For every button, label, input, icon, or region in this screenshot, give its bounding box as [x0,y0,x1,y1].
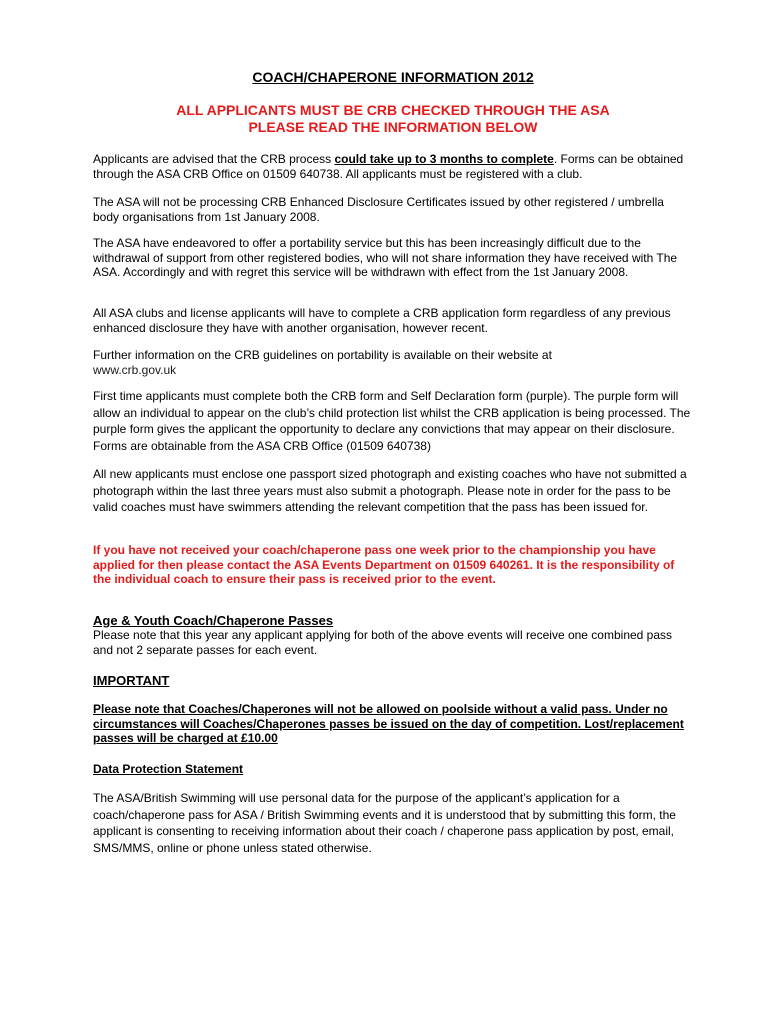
age-youth-paragraph: Please note that this year any applicant applying for both of the above events will receive one combined pass and not 2 separate passes for each event. [93,628,673,657]
portability-paragraph: The ASA have endeavored to offer a portability service but this has been increasingly difficult due to the withdrawal of support from other registered bodies, who will not share information they have received with The ASA. Accordingly and with regret this service will be withdrawn with effect from the 1st January 2008. [93,236,678,279]
crb-website-link[interactable]: www.crb.gov.uk [93,362,177,377]
important-heading: IMPORTANT [93,673,170,688]
crb-warning [93,102,693,136]
crb-application-paragraph: All ASA clubs and license applicants will have to complete a CRB application form regardless of any previous enhanced disclosure they have with another organisation, however recent. [93,306,671,335]
crb-guidelines-text: Further information on the CRB guidelines on portability is available on their website at [93,348,552,362]
photograph-paragraph: All new applicants must enclose one passport sized photograph and existing coaches who have not submitted a photograph within the last three years must also submit a photograph. Please note in order for the pass to be valid coaches must have swimmers attending the relevant competition that the pass has been issued for. [93,467,687,514]
crb-process-text-end: . Forms can be obtained through the ASA CRB Office on 01509 640738. All applicants must be registered with a club. [93,152,684,181]
crb-warning-line-1: ALL APPLICANTS MUST BE CRB CHECKED THROUGH THE ASA [176,102,610,118]
important-notice: Please note that Coaches/Chaperones will not be allowed on poolside without a valid pass. Under no circumstances will Coaches/Chaperones passes be issued on the day of competition. Lost/replacement passes will be charged at £10.00 [93,702,684,745]
crb-process-emphasis: could take up to 3 months to complete [334,152,554,166]
age-youth-heading: Age & Youth Coach/Chaperone Passes [93,613,334,628]
data-protection-heading: Data Protection Statement [93,762,244,776]
document-title: COACH/CHAPERONE INFORMATION 2012 [252,69,534,85]
crb-guidelines-paragraph [93,348,693,377]
crb-warning-line-2: PLEASE READ THE INFORMATION BELOW [248,119,538,135]
enhanced-disclosure-paragraph: The ASA will not be processing CRB Enhanced Disclosure Certificates issued by other registered / umbrella body organisations from 1st January 2008. [93,195,664,224]
first-time-applicants-paragraph: First time applicants must complete both the CRB form and Self Declaration form (purple). The purple form will allow an individual to appear on the club’s child protection list whilst the CRB application is being processed. The purple form gives the applicant the opportunity to declare any convictions that may appear on their disclosure. Forms are obtainable from the ASA CRB Office (01509 640738) [93,389,691,453]
pass-not-received-notice: If you have not received your coach/chaperone pass one week prior to the championship you have applied for then please contact the ASA Events Department on 01509 640261. It is the responsibility of the individual coach to ensure their pass is received prior to the event. [93,543,675,586]
crb-process-paragraph [93,152,693,181]
data-protection-paragraph: The ASA/British Swimming will use personal data for the purpose of the applicant’s application for a coach/chaperone pass for ASA / British Swimming events and it is understood that by submitting this form, the applicant is consenting to receiving information about their coach / chaperone pass application by post, email, SMS/MMS, online or phone unless stated otherwise. [93,791,676,855]
crb-process-text: Applicants are advised that the CRB process [93,152,335,166]
